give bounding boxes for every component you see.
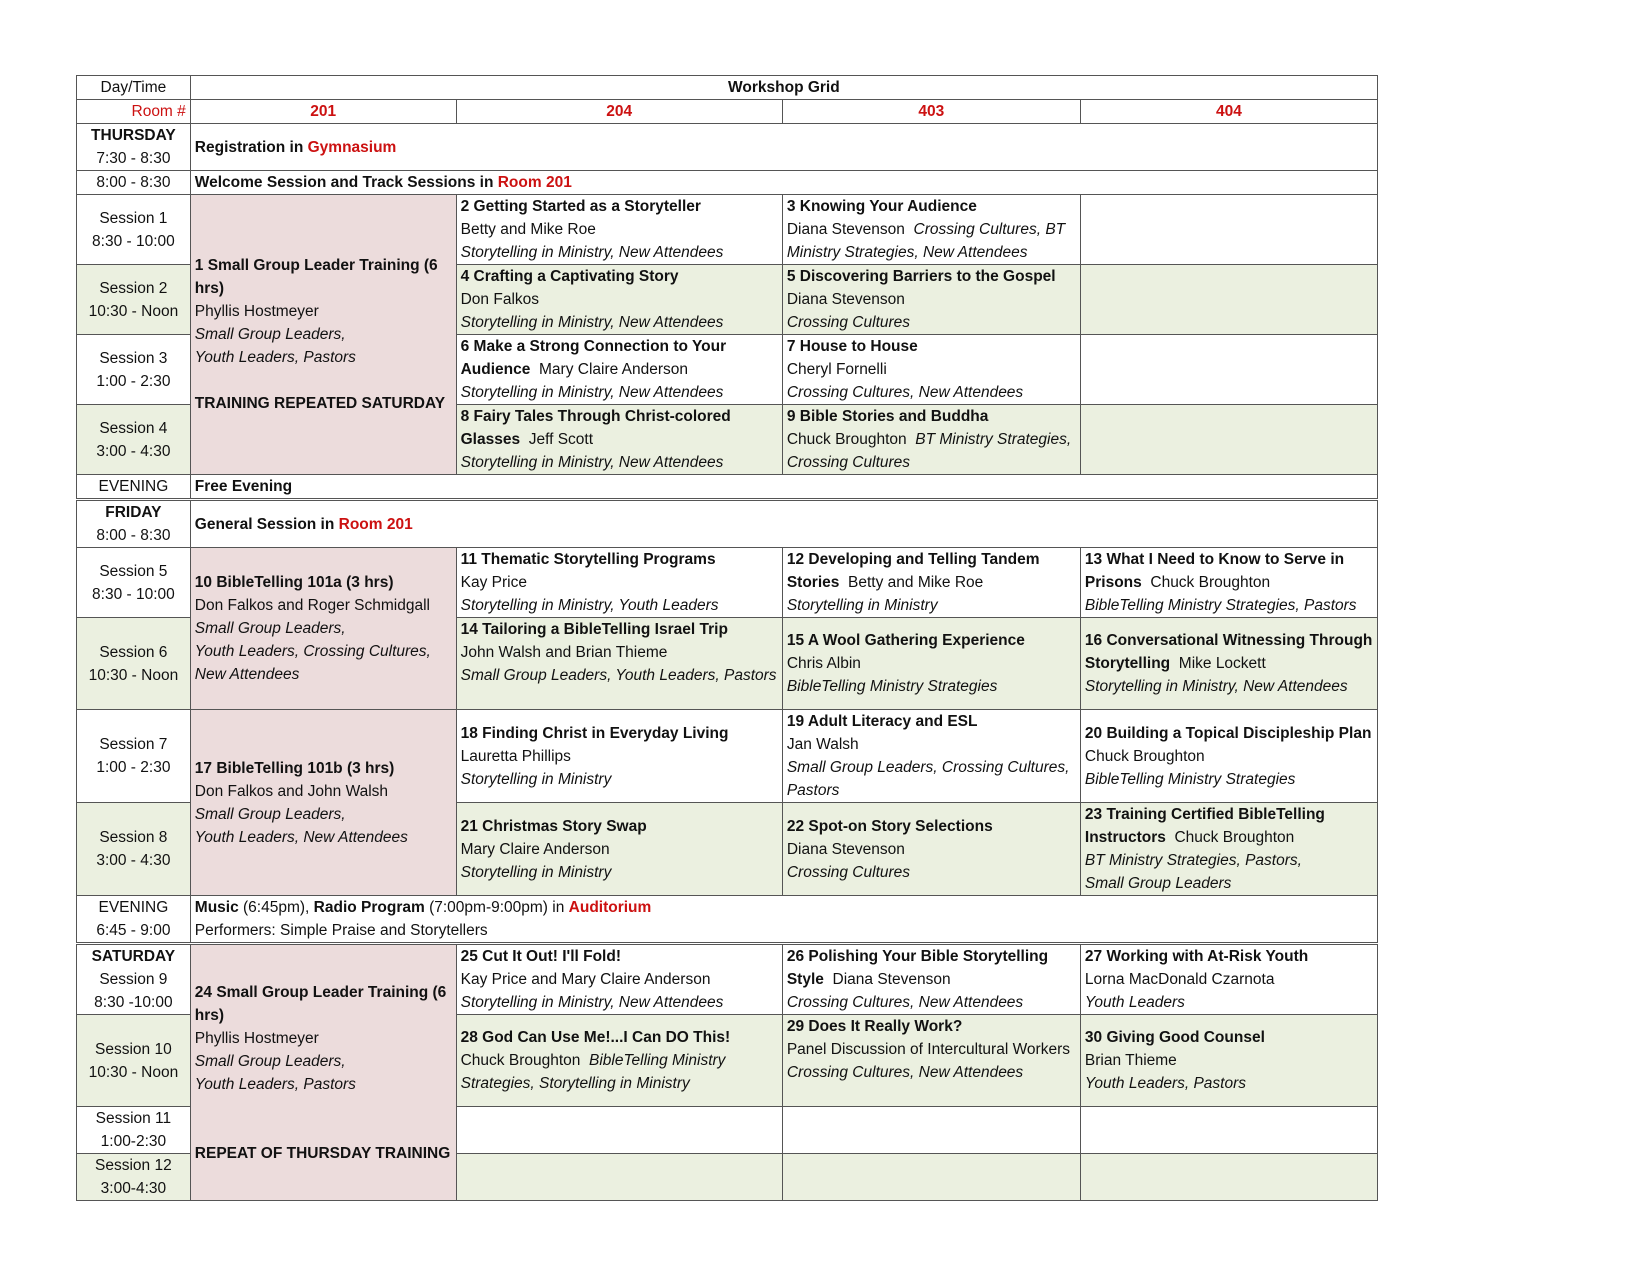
workshop-21 [456, 803, 782, 896]
workshop-tracks: Small Group Leaders, [194, 805, 346, 823]
session-time: 10:30 - Noon [88, 1063, 179, 1081]
empty-cell [782, 1154, 1080, 1201]
workshop-title: 30 Giving Good Counsel [1084, 1029, 1265, 1046]
workshop-title: 12 Developing and Telling Tandem Stories [786, 551, 1040, 591]
empty-cell [1080, 335, 1377, 405]
session-label: Session 3 [99, 349, 168, 367]
workshop-title: 27 Working with At-Risk Youth [1084, 948, 1309, 965]
workshop-tracks: Crossing Cultures [786, 863, 911, 881]
session-7-time [77, 710, 191, 803]
workshop-title: 14 Tailoring a BibleTelling Israel Trip [460, 621, 728, 638]
room-201-header: 201 [190, 100, 456, 124]
workshop-presenter: Mary Claire Anderson [539, 361, 689, 378]
workshop-tracks: BibleTelling Ministry Strategies [786, 678, 998, 695]
workshop-6 [456, 335, 782, 405]
session-time: 10:30 - Noon [88, 302, 179, 320]
session-time: 3:00 - 4:30 [96, 442, 171, 460]
workshop-tracks: Storytelling in Ministry, New Attendees [460, 454, 724, 471]
workshop-tracks: Storytelling in Ministry, New Attendees [460, 314, 724, 331]
welcome-cell [190, 171, 1377, 195]
general-session-text: General Session in [194, 515, 339, 533]
workshop-title: 6 Make a Strong Connection to Your Audience [460, 338, 727, 378]
workshop-title: 10 BibleTelling 101a (3 hrs) [194, 574, 394, 591]
workshop-9 [782, 405, 1080, 475]
daytime-header: Day/Time [77, 76, 191, 100]
workshop-8 [456, 405, 782, 475]
radio-label: Radio Program [313, 899, 425, 916]
workshop-presenter: Chuck Broughton [1084, 747, 1205, 765]
workshop-tracks: Crossing Cultures, New Attendees [786, 384, 1024, 401]
workshop-1 [190, 195, 456, 475]
session-time: 8:30 - 10:00 [92, 585, 175, 603]
workshop-presenter: Don Falkos and John Walsh [194, 782, 389, 800]
workshop-title: 7 House to House [786, 338, 918, 355]
workshop-tracks: Storytelling in Ministry [786, 597, 938, 614]
evening-program-line [195, 896, 1373, 919]
welcome-time: 8:00 - 8:30 [77, 171, 191, 195]
workshop-18 [456, 710, 782, 803]
workshop-28 [456, 1015, 782, 1107]
room-404-header: 404 [1080, 100, 1377, 124]
workshop-20 [1080, 710, 1377, 803]
session-8-time [77, 803, 191, 896]
workshop-2 [456, 195, 782, 265]
workshop-title: 29 Does It Really Work? [786, 1018, 963, 1035]
workshop-tracks: Storytelling in Ministry, New Attendees [460, 384, 724, 401]
session-label: Session 9 [99, 971, 168, 988]
workshop-title: 18 Finding Christ in Everyday Living [460, 724, 729, 742]
workshop-presenter: Chuck Broughton [786, 431, 907, 448]
workshop-note: TRAINING REPEATED SATURDAY [194, 395, 446, 412]
workshop-tracks: Storytelling in Ministry [460, 863, 612, 881]
empty-cell [1080, 1107, 1377, 1154]
workshop-title: 23 Training Certified BibleTelling Instructors [1084, 806, 1325, 846]
evening-place: Auditorium [568, 899, 652, 916]
session-time: 1:00 - 2:30 [96, 759, 171, 776]
session-5-time [77, 548, 191, 618]
workshop-title: 11 Thematic Storytelling Programs [460, 551, 716, 568]
session-label: Session 4 [99, 419, 168, 437]
workshop-tracks: Small Group Leaders, [194, 620, 346, 637]
session-label: Session 7 [99, 736, 168, 753]
empty-cell [456, 1107, 782, 1154]
workshop-tracks: BibleTelling Ministry Strategies, Pastors [1084, 597, 1357, 614]
workshop-tracks: BibleTelling Ministry Strategies [1084, 770, 1296, 788]
workshop-title: 9 Bible Stories and Buddha [786, 408, 989, 425]
workshop-tracks: Crossing Cultures, BT Ministry Strategies, New Attendees [786, 221, 1066, 261]
time-label: 7:30 - 8:30 [96, 150, 171, 167]
workshop-presenter: Mary Claire Anderson [460, 840, 610, 858]
workshop-title: 20 Building a Topical Discipleship Plan [1084, 724, 1372, 742]
workshop-15 [782, 618, 1080, 710]
evening-performers: Performers: Simple Praise and Storytellers [194, 922, 488, 939]
workshop-tracks: Youth Leaders, New Attendees [194, 828, 408, 846]
workshop-19 [782, 710, 1080, 803]
friday-evening-time [77, 896, 191, 944]
workshop-presenter: Chuck Broughton [1174, 829, 1295, 846]
friday-evening-cell [190, 896, 1377, 944]
workshop-presenter: Lorna MacDonald Czarnota [1084, 971, 1275, 988]
workshop-7 [782, 335, 1080, 405]
welcome-text: Welcome Session and Track Sessions in [194, 174, 498, 191]
workshop-presenter: Chris Albin [786, 655, 861, 672]
workshop-29 [782, 1015, 1080, 1107]
workshop-title: 17 BibleTelling 101b (3 hrs) [194, 759, 395, 777]
workshop-tracks: BibleTelling Ministry Strategies, Storytelling in Ministry [460, 1052, 726, 1092]
workshop-tracks: Crossing Cultures, New Attendees [786, 1064, 1024, 1081]
workshop-10 [190, 548, 456, 710]
workshop-tracks: Crossing Cultures, New Attendees [786, 994, 1024, 1011]
time-label: 8:00 - 8:30 [96, 527, 171, 544]
session-11-time [77, 1107, 191, 1154]
workshop-title: 8 Fairy Tales Through Christ-colored Glasses [460, 408, 731, 448]
workshop-27 [1080, 944, 1377, 1015]
day-label: FRIDAY [105, 504, 162, 521]
workshop-tracks: Small Group Leaders, [194, 326, 346, 343]
session-label: Session 8 [99, 829, 168, 846]
workshop-presenter: Lauretta Phillips [460, 747, 571, 765]
workshop-3 [782, 195, 1080, 265]
workshop-presenter: Betty and Mike Roe [848, 574, 984, 591]
workshop-tracks: Small Group Leaders, [194, 1052, 346, 1070]
workshop-grid-table [76, 75, 1378, 1201]
workshop-23 [1080, 803, 1377, 896]
workshop-tracks: BT Ministry Strategies, Pastors, [1084, 852, 1302, 869]
day-label: SATURDAY [91, 948, 176, 965]
session-2-time [77, 265, 191, 335]
workshop-presenter: Panel Discussion of Intercultural Workers [786, 1041, 1070, 1058]
workshop-tracks: Storytelling in Ministry, New Attendees [1084, 678, 1348, 695]
day-label: THURSDAY [91, 127, 176, 144]
room-204-header: 204 [456, 100, 782, 124]
workshop-tracks: Storytelling in Ministry, New Attendees [460, 994, 724, 1011]
session-time: 1:00 - 2:30 [96, 372, 171, 390]
session-1-time [77, 195, 191, 265]
workshop-presenter: Diana Stevenson [832, 971, 951, 988]
registration-text: Registration in [194, 138, 308, 156]
workshop-4 [456, 265, 782, 335]
workshop-tracks: Small Group Leaders [1084, 875, 1232, 892]
workshop-title: 22 Spot-on Story Selections [786, 817, 993, 835]
workshop-presenter: Jeff Scott [528, 431, 594, 448]
session-label: Session 1 [99, 209, 168, 227]
session-time: 8:30 -10:00 [94, 994, 173, 1011]
workshop-presenter: Kay Price [460, 574, 527, 591]
workshop-title: 2 Getting Started as a Storyteller [460, 198, 701, 215]
workshop-presenter: Chuck Broughton [460, 1052, 581, 1069]
workshop-25 [456, 944, 782, 1015]
music-label: Music [194, 899, 239, 916]
empty-cell [1080, 265, 1377, 335]
workshop-tracks: Small Group Leaders, Youth Leaders, Pastors [460, 667, 777, 684]
workshop-presenter: Don Falkos [460, 291, 540, 308]
workshop-title: 3 Knowing Your Audience [786, 198, 977, 215]
friday-general-time [77, 500, 191, 548]
session-label: Session 6 [99, 643, 168, 661]
workshop-5 [782, 265, 1080, 335]
session-label: Session 5 [99, 562, 168, 580]
grid-title: Workshop Grid [190, 76, 1377, 100]
workshop-title: 28 God Can Use Me!...I Can DO This! [460, 1029, 731, 1046]
general-session-cell [190, 500, 1377, 548]
workshop-26 [782, 944, 1080, 1015]
session-12-time [77, 1154, 191, 1201]
session-time: 3:00-4:30 [100, 1180, 167, 1197]
session-label: Session 11 [95, 1110, 172, 1127]
workshop-presenter: Mike Lockett [1178, 655, 1266, 672]
empty-cell [1080, 1154, 1377, 1201]
workshop-tracks: Storytelling in Ministry [460, 770, 612, 788]
music-time: (6:45pm), [238, 899, 314, 916]
workshop-tracks: Youth Leaders, Crossing Cultures, [194, 643, 431, 660]
workshop-title: 25 Cut It Out! I'll Fold! [460, 948, 621, 965]
workshop-title: 5 Discovering Barriers to the Gospel [786, 268, 1056, 285]
workshop-presenter: Phyllis Hostmeyer [194, 1029, 319, 1047]
workshop-presenter: Betty and Mike Roe [460, 221, 596, 238]
workshop-14 [456, 618, 782, 710]
general-session-place: Room 201 [338, 515, 413, 533]
workshop-title: 24 Small Group Leader Training (6 hrs) [194, 983, 447, 1024]
thursday-evening-text: Free Evening [190, 475, 1377, 500]
workshop-title: 4 Crafting a Captivating Story [460, 268, 679, 285]
workshop-presenter: Don Falkos and Roger Schmidgall [194, 597, 430, 614]
session-10-time [77, 1015, 191, 1107]
workshop-title: 15 A Wool Gathering Experience [786, 632, 1025, 649]
session-6-time [77, 618, 191, 710]
session-3-time [77, 335, 191, 405]
empty-cell [782, 1107, 1080, 1154]
workshop-title: 16 Conversational Witnessing Through Storytelling [1084, 632, 1373, 672]
empty-cell [456, 1154, 782, 1201]
room-403-header: 403 [782, 100, 1080, 124]
session-label: Session 2 [99, 279, 168, 297]
workshop-presenter: Diana Stevenson [786, 291, 905, 308]
session-9-time [77, 944, 191, 1015]
empty-cell [1080, 405, 1377, 475]
thursday-registration-time [77, 124, 191, 171]
thursday-evening-label: EVENING [77, 475, 191, 500]
session-time: 8:30 - 10:00 [92, 232, 175, 250]
workshop-presenter: Chuck Broughton [1150, 574, 1271, 591]
workshop-tracks: Storytelling in Ministry, Youth Leaders [460, 597, 719, 614]
workshop-tracks: Youth Leaders, Pastors [1084, 1075, 1247, 1092]
workshop-tracks: Storytelling in Ministry, New Attendees [460, 244, 724, 261]
workshop-22 [782, 803, 1080, 896]
evening-label: EVENING [98, 899, 169, 916]
workshop-presenter: Diana Stevenson [786, 221, 905, 238]
workshop-title: 26 Polishing Your Bible Storytelling Style [786, 948, 1049, 988]
workshop-presenter: Diana Stevenson [786, 840, 905, 858]
workshop-presenter: Kay Price and Mary Claire Anderson [460, 971, 711, 988]
workshop-tracks: Youth Leaders [1084, 994, 1185, 1011]
welcome-place: Room 201 [497, 174, 572, 191]
empty-cell [1080, 195, 1377, 265]
workshop-11 [456, 548, 782, 618]
workshop-title: 21 Christmas Story Swap [460, 817, 647, 835]
registration-place: Gymnasium [307, 138, 397, 156]
room-label: Room # [77, 100, 191, 124]
workshop-presenter: Jan Walsh [786, 736, 859, 753]
registration-cell [190, 124, 1377, 171]
workshop-title: 1 Small Group Leader Training (6 hrs) [194, 257, 438, 297]
workshop-title: 13 What I Need to Know to Serve in Prisons [1084, 551, 1345, 591]
workshop-presenter: Brian Thieme [1084, 1052, 1177, 1069]
workshop-title: 19 Adult Literacy and ESL [786, 713, 978, 730]
evening-time: 6:45 - 9:00 [96, 922, 171, 939]
workshop-tracks: BT Ministry Strategies, Crossing Cultures [786, 431, 1072, 471]
session-time: 1:00-2:30 [100, 1133, 167, 1150]
workshop-presenter: Phyllis Hostmeyer [194, 303, 319, 320]
session-time: 10:30 - Noon [88, 666, 179, 684]
session-label: Session 10 [95, 1040, 172, 1058]
workshop-note: REPEAT OF THURSDAY TRAINING [194, 1144, 451, 1162]
workshop-tracks: New Attendees [194, 666, 300, 683]
workshop-presenter: Cheryl Fornelli [786, 361, 887, 378]
workshop-13 [1080, 548, 1377, 618]
workshop-tracks: Youth Leaders, Pastors [194, 349, 356, 366]
workshop-16 [1080, 618, 1377, 710]
workshop-presenter: John Walsh and Brian Thieme [460, 644, 668, 661]
workshop-tracks: Youth Leaders, Pastors [194, 1075, 356, 1093]
radio-time: (7:00pm-9:00pm) in [424, 899, 569, 916]
workshop-12 [782, 548, 1080, 618]
session-4-time [77, 405, 191, 475]
workshop-tracks: Small Group Leaders, Crossing Cultures, Pastors [786, 759, 1070, 799]
workshop-24 [190, 944, 456, 1201]
session-time: 3:00 - 4:30 [96, 852, 171, 869]
workshop-30 [1080, 1015, 1377, 1107]
workshop-17 [190, 710, 456, 896]
session-label: Session 12 [95, 1157, 172, 1174]
workshop-tracks: Crossing Cultures [786, 314, 911, 331]
